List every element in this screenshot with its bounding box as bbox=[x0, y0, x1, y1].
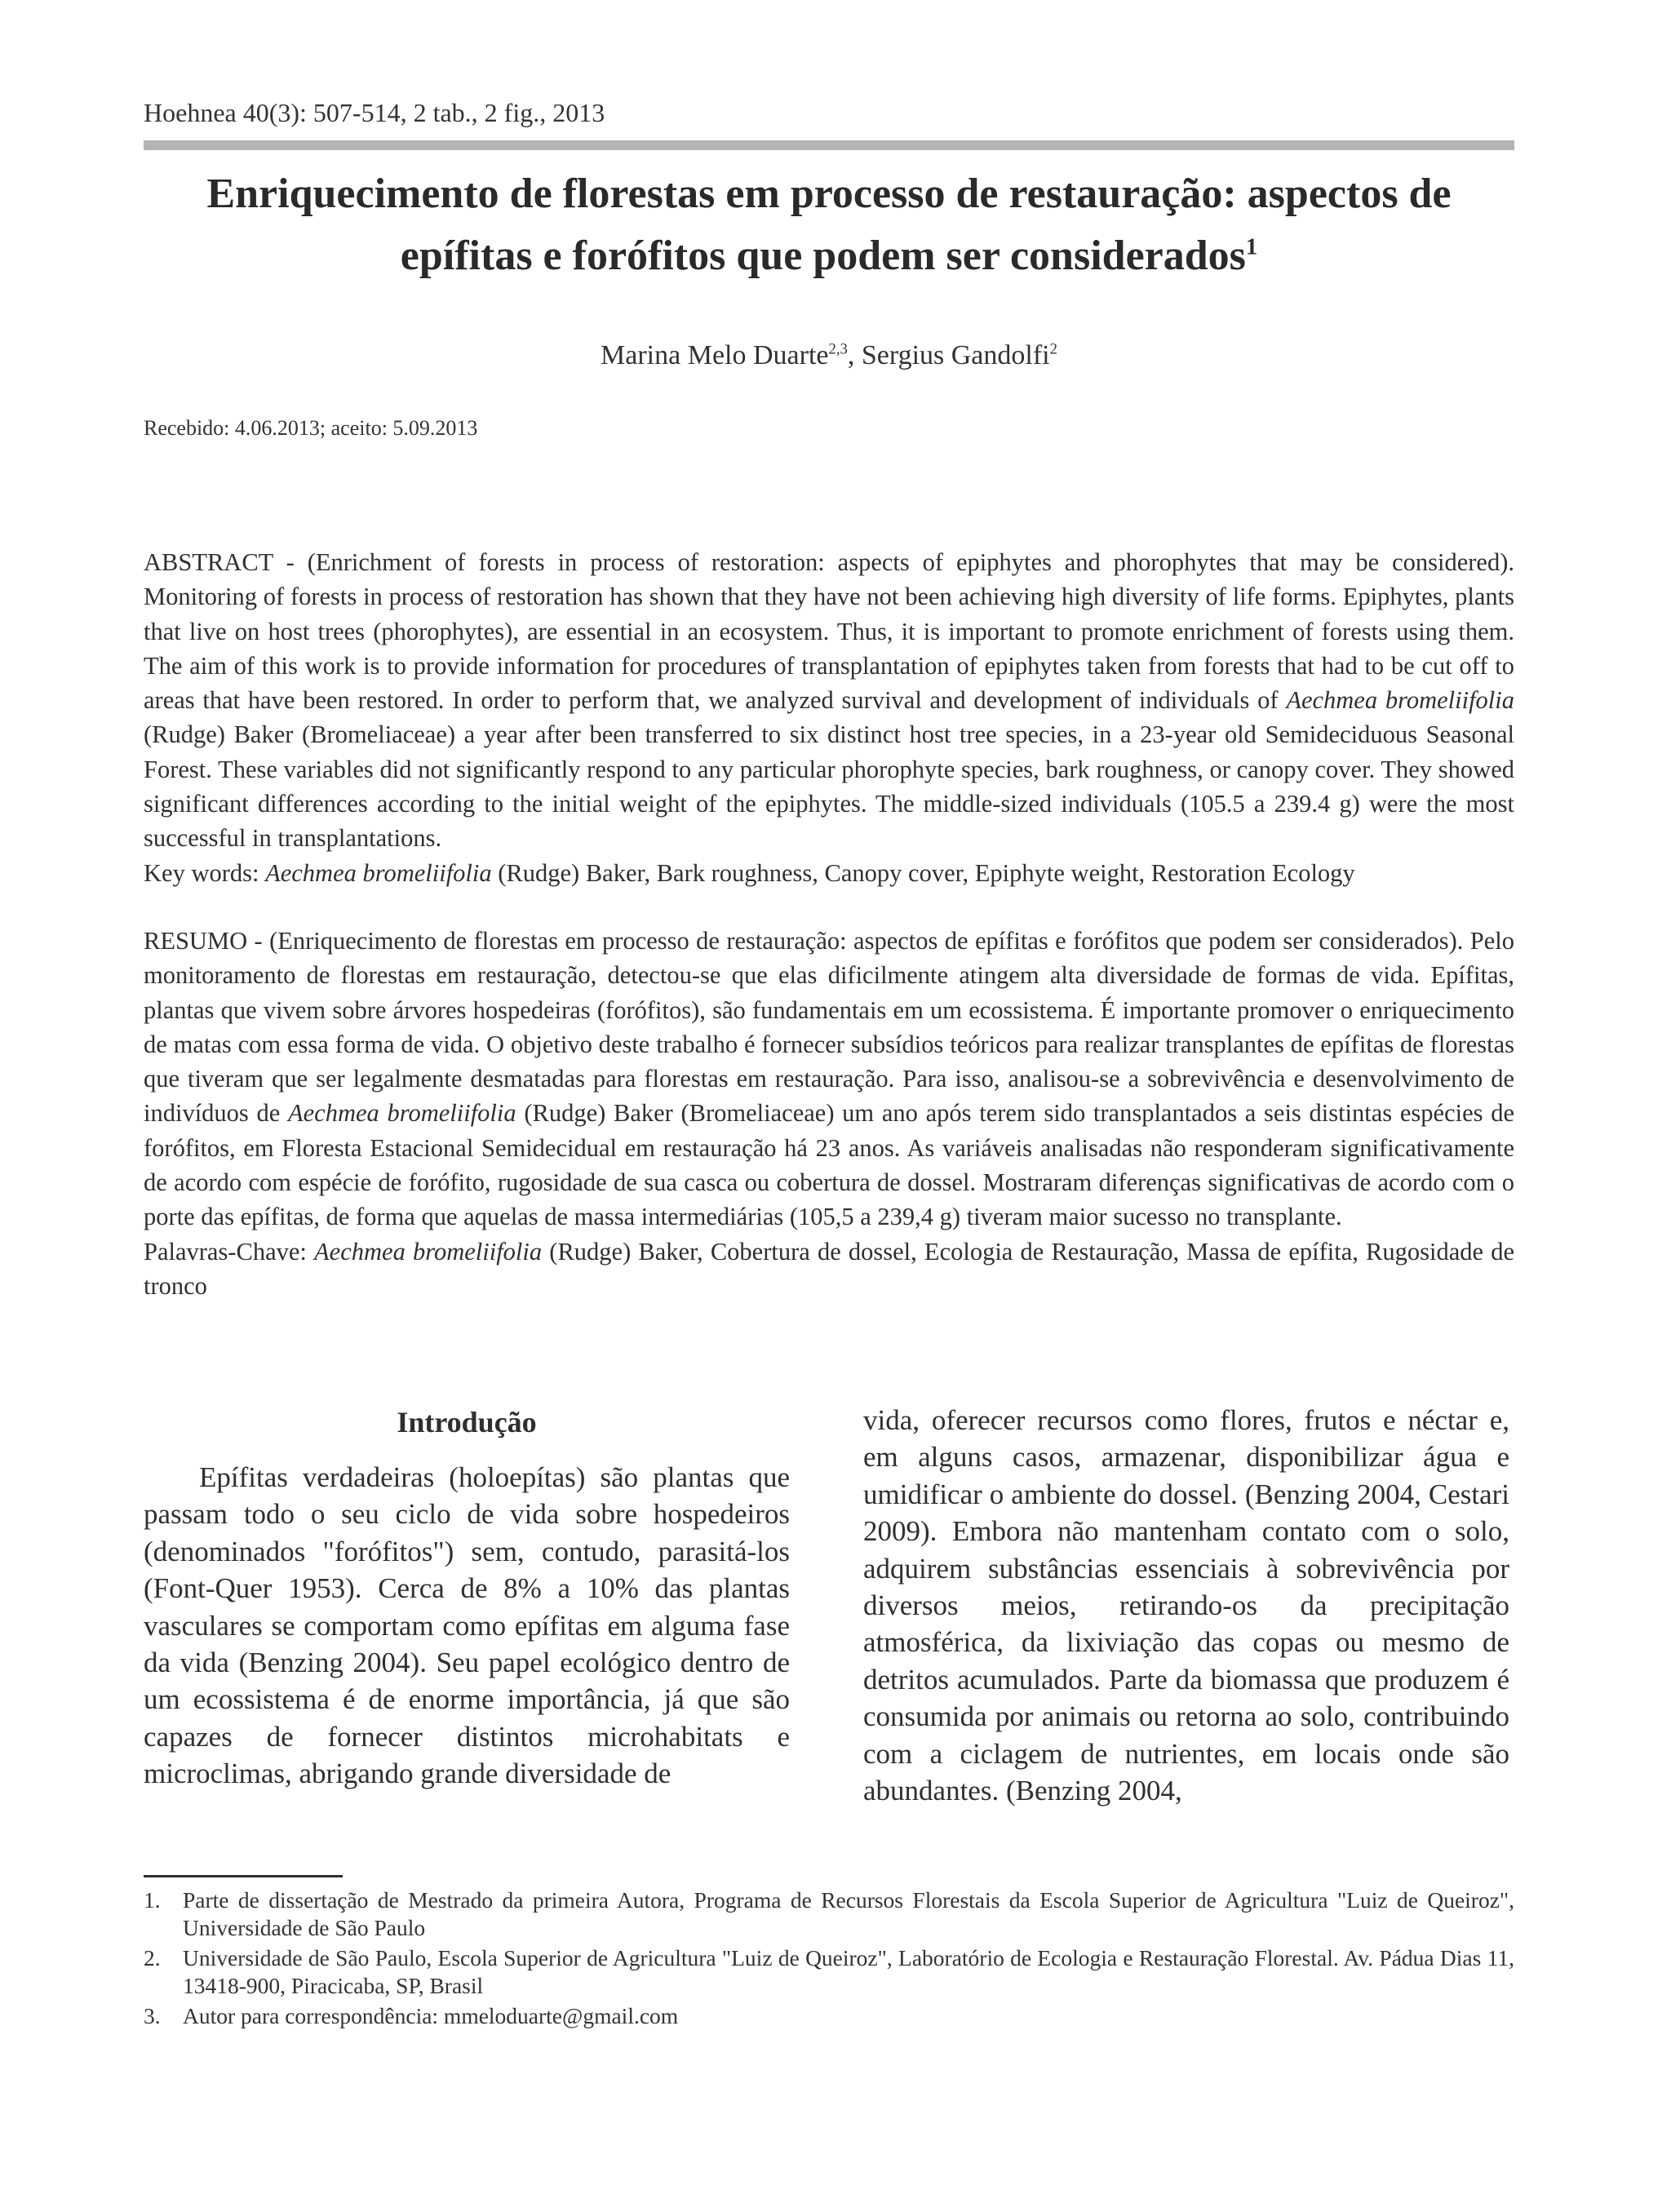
species-name: Aechmea bromeliifolia bbox=[314, 1237, 543, 1266]
footnote-number: 3. bbox=[144, 2003, 161, 2028]
body-paragraph: Epífitas verdadeiras (holoepítas) são plantas que passam todo o seu ciclo de vida sobre hospedeiros (denominados "forófitos") sem, contudo, parasitá-los (Font-Quer 1953). Cerca de 8% a 10% das plantas vasculares se comportam como epífitas em alguma fase da vida (Benzing 2004). Seu papel ecológico dentro de um ecossistema é de enorme importância, já que são capazes de fornecer distintos microhabitats e microclimas, abrigando grande diversidade de bbox=[144, 1461, 790, 1790]
author-name: Sergius Gandolfi bbox=[861, 340, 1050, 370]
resumo-text: RESUMO - (Enriquecimento de florestas em processo de restauração: aspectos de epífitas e forófitos que podem ser considerados). Pelo monitoramento de florestas em restauração, detectou-se que elas dificilmente atingem alta diversidade de formas de vida. Epífitas, plantas que vivem sobre árvores hospedeiras (forófitos), são fundamentais em um ecossistema. É importante promover o enriquecimento de matas com essa forma de vida. O objetivo deste trabalho é fornecer subsídios teóricos para realizar transplantes de epífitas de florestas que tiveram que ser legalmente desmatadas para florestas em restauração. Para isso, analisou-se a sobrevivência e desenvolvimento de indivíduos de bbox=[144, 927, 1514, 1128]
keywords-label: Key words: bbox=[144, 858, 266, 887]
title-footnote-marker: 1 bbox=[1245, 234, 1258, 260]
abstract-body bbox=[144, 545, 1514, 856]
article-title bbox=[144, 163, 1514, 287]
keywords-text: (Rudge) Baker, Cobertura de dossel, Ecologia de Restauração, Massa de epífita, Rugosidade de tronco bbox=[144, 1237, 1515, 1300]
title-text: Enriquecimento de florestas em processo de restauração: aspectos de epífitas e forófitos que podem ser considerados bbox=[206, 171, 1452, 279]
footnote-number: 2. bbox=[144, 1945, 161, 1970]
footnote-text: Parte de dissertação de Mestrado da primeira Autora, Programa de Recursos Florestais da Escola Superior de Agricultura "Luiz de Queiroz", Universidade de São Paulo bbox=[183, 1887, 1514, 1940]
footnote-text: Universidade de São Paulo, Escola Superior de Agricultura "Luiz de Queiroz", Laboratório de Ecologia e Restauração Florestal. Av. Pádua Dias 11, 13418-900, Piracicaba, SP, Brasil bbox=[183, 1945, 1514, 1998]
abstract bbox=[144, 545, 1514, 890]
section-heading: Introdução bbox=[397, 1406, 537, 1438]
resumo-body bbox=[144, 924, 1514, 1235]
resumo-text: (Rudge) Baker (Bromeliaceae) um ano após terem sido transplantados a seis distintas espécies de forófitos, em Floresta Estacional Semidecidual em restauração há 23 anos. As variáveis analisadas não responderam significativamente de acordo com espécie de forófito, rugosidade de sua casca ou cobertura de dossel. Mostraram diferenças significativas de acordo com o porte das epífitas, de forma que aquelas de massa intermediárias (105,5 a 239,4 g) tiveram maior sucesso no transplante. bbox=[144, 1099, 1514, 1231]
journal-citation: Hoehnea 40(3): 507-514, 2 tab., 2 fig., 2013 bbox=[144, 98, 605, 127]
keywords-text: (Rudge) Baker, Bark roughness, Canopy cover, Epiphyte weight, Restoration Ecology bbox=[491, 858, 1355, 887]
footnote bbox=[144, 1944, 1514, 2000]
left-column bbox=[144, 1402, 790, 1793]
species-name: Aechmea bromeliifolia bbox=[265, 858, 492, 887]
footnote-number: 1. bbox=[144, 1887, 161, 1913]
footnote bbox=[144, 1886, 1514, 1942]
author-separator: , bbox=[847, 340, 862, 370]
author-name: Marina Melo Duarte bbox=[601, 340, 829, 370]
footnote-rule bbox=[144, 1875, 343, 1877]
footnote bbox=[144, 2002, 1514, 2030]
footnote-text: Autor para correspondência: mmeloduarte@gmail.com bbox=[183, 2003, 679, 2028]
abstract-text: ABSTRACT - (Enrichment of forests in process of restoration: aspects of epiphytes and phorophytes that may be considered). Monitoring of forests in process of restoration has shown that they have not been achieving high diversity of life forms. Epiphytes, plants that live on host trees (phorophytes), are essential in an ecosystem. Thus, it is important to promote enrichment of forests using them. The aim of this work is to provide information for procedures of transplantation of epiphytes taken from forests that had to be cut off to areas that have been restored. In order to perform that, we analyzed survival and development of individuals of bbox=[144, 548, 1514, 715]
footnotes bbox=[144, 1886, 1514, 2032]
author-list bbox=[144, 340, 1514, 371]
author-affiliation-marker: 2 bbox=[1049, 340, 1057, 358]
keywords-label: Palavras-Chave: bbox=[144, 1237, 315, 1266]
abstract-keywords bbox=[144, 856, 1514, 890]
right-column bbox=[863, 1402, 1509, 1809]
species-name: Aechmea bromeliifolia bbox=[288, 1099, 516, 1128]
abstract-text: (Rudge) Baker (Bromeliaceae) a year after been transferred to six distinct host tree species, in a 23-year old Semideciduous Seasonal Forest. These variables did not significantly respond to any particular phorophyte species, bark roughness, or canopy cover. They showed significant differences according to the initial weight of the epiphytes. The middle-sized individuals (105.5 a 239.4 g) were the most successful in transplantations. bbox=[144, 720, 1514, 853]
received-dates: Recebido: 4.06.2013; aceito: 5.09.2013 bbox=[144, 416, 478, 440]
resumo bbox=[144, 924, 1514, 1303]
species-name: Aechmea bromeliifolia bbox=[1286, 686, 1514, 715]
author-affiliation-marker: 2,3 bbox=[828, 340, 848, 358]
body-paragraph: vida, oferecer recursos como flores, frutos e néctar e, em alguns casos, armazenar, disponibilizar água e umidificar o ambiente do dossel. (Benzing 2004, Cestari 2009). Embora não mantenham contato com o solo, adquirem substâncias essenciais à sobrevivência por diversos meios, retirando-os da precipitação atmosférica, da lixiviação das copas ou mesmo de detritos acumulados. Parte da biomassa que produzem é consumida por animais ou retorna ao solo, contribuindo com a ciclagem de nutrientes, em locais onde são abundantes. (Benzing 2004, bbox=[863, 1404, 1509, 1807]
resumo-keywords bbox=[144, 1235, 1514, 1304]
header-rule bbox=[144, 140, 1514, 150]
